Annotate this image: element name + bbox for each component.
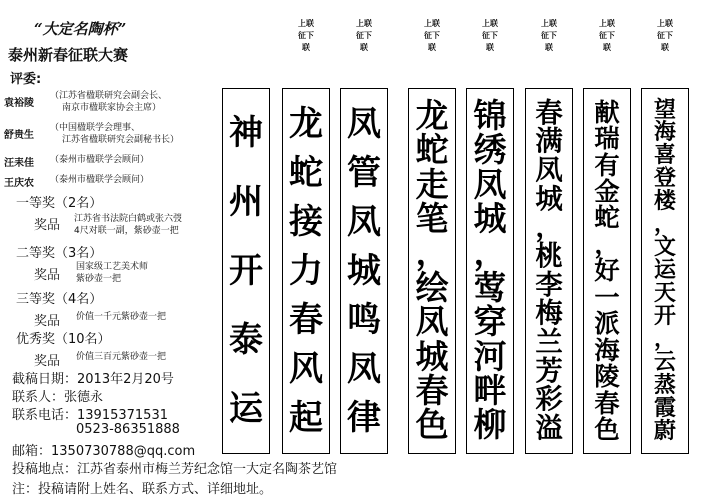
couplet-char: 金 — [594, 176, 620, 206]
judge-desc: （江苏省楹联研究会副会长、 — [50, 91, 168, 101]
couplet-char: 色 — [415, 405, 449, 445]
couplet-char: 走 — [415, 164, 449, 204]
couplet-char: 凤 — [347, 103, 381, 144]
judge-desc: （泰州市楹联学会顾问） — [50, 175, 150, 185]
second-prize-desc: 紫砂壶一把 — [76, 274, 122, 284]
couplet-char: 有 — [594, 149, 620, 180]
contest-title-line1: “大定名陶杯” — [34, 20, 127, 38]
excellent-prize-label: 奖品 — [34, 354, 61, 369]
couplet-char: 春 — [594, 387, 620, 418]
judge-desc: （泰州市楹联学会顾问） — [50, 155, 150, 165]
couplet-char: 彩 — [535, 383, 563, 416]
couplet-char: 满 — [535, 125, 563, 158]
couplet-char: 鸣 — [347, 300, 381, 341]
contact-phone: 联系电话：13915371531 — [12, 408, 168, 423]
couplet-char: ， — [535, 211, 563, 244]
couplet-char: 春 — [289, 300, 323, 341]
couplet-strip — [583, 88, 631, 454]
judge-desc: （中国楹联学会理事、 — [50, 123, 141, 133]
couplet-strip — [340, 88, 388, 454]
couplet-char: 陵 — [594, 361, 620, 392]
couplet-char: 献 — [594, 96, 620, 127]
column-top-label: 上联征下联 — [298, 19, 314, 52]
couplet-char: 绘 — [415, 267, 449, 307]
couplet-char: 泰 — [229, 319, 263, 360]
third-prize-label: 奖品 — [34, 314, 61, 329]
couplet-char: 溢 — [535, 412, 563, 445]
couplet-char: 城 — [473, 198, 507, 238]
couplet-char: ， — [654, 211, 676, 238]
judge-name: 王庆农 — [4, 178, 34, 189]
couplet-char: 好 — [594, 255, 620, 286]
couplet-char: 瑞 — [594, 123, 620, 154]
couplet-char: 柳 — [473, 405, 507, 445]
column-top-label: 上联征下联 — [657, 19, 673, 52]
couplet-char: 穿 — [473, 302, 507, 342]
column-top-label: 上联征下联 — [424, 19, 440, 52]
couplet-char: 管 — [347, 152, 381, 193]
couplet-char: ， — [654, 325, 676, 352]
couplet-char: 凤 — [535, 153, 563, 186]
couplet-char: 州 — [229, 182, 263, 223]
third-prize-desc: 价值一千元紫砂壶一把 — [76, 312, 167, 322]
couplet-char: 蔚 — [654, 417, 676, 444]
couplet-char: 起 — [289, 398, 323, 439]
couplet-char: 畔 — [473, 371, 507, 411]
couplet-char: 海 — [654, 119, 676, 146]
couplet-char: 风 — [289, 349, 323, 390]
couplet-char: 派 — [594, 308, 620, 339]
couplet-char: 运 — [229, 388, 263, 429]
couplet-char: ， — [415, 233, 449, 273]
couplet-char: 文 — [654, 234, 676, 261]
column-top-label: 上联征下联 — [482, 19, 498, 52]
couplet-char: 凤 — [415, 302, 449, 342]
couplet-char: 楼 — [654, 188, 676, 215]
column-top-label: 上联征下联 — [356, 19, 372, 52]
contest-title-line2: 泰州新春征联大赛 — [8, 46, 129, 64]
couplet-char: 海 — [594, 334, 620, 365]
couplet-char: 河 — [473, 336, 507, 376]
couplet-char: 开 — [229, 250, 263, 291]
couplet-char: 兰 — [535, 326, 563, 359]
couplet-strip — [222, 88, 270, 454]
judges-label: 评委: — [10, 72, 42, 87]
contact-email: 邮箱：1350730788@qq.com — [12, 444, 196, 459]
couplet-char: 莺 — [473, 267, 507, 307]
couplet-char: 喜 — [654, 142, 676, 169]
judge-name: 袁裕陵 — [4, 98, 34, 109]
couplet-char: 云 — [654, 348, 676, 375]
couplet-char: 蛇 — [415, 130, 449, 170]
couplet-char: 绣 — [473, 130, 507, 170]
contact-person: 联系人：张德永 — [12, 390, 104, 405]
couplet-char: 神 — [229, 113, 263, 154]
deadline: 截稿日期：2013年2月20号 — [12, 372, 174, 387]
couplet-char: 力 — [289, 250, 323, 291]
first-prize-desc: 江苏省书法院白鹤或张六弢 — [74, 214, 183, 224]
judge-desc: 江苏省楹联研究会副秘书长） — [62, 135, 180, 145]
first-prize-desc: 4尺对联一副，紫砂壶一把 — [74, 226, 179, 236]
couplet-strip — [466, 88, 514, 454]
judge-desc: 南京市楹联家协会主席） — [62, 103, 162, 113]
contact-phone-2: 0523-86351888 — [76, 422, 180, 437]
submission-note: 注：投稿请附上姓名、联系方式、详细地址。 — [12, 482, 273, 497]
couplet-char: 梅 — [535, 297, 563, 330]
couplet-char: 笔 — [415, 198, 449, 238]
couplet-char: 运 — [654, 257, 676, 284]
couplet-strip — [525, 88, 573, 454]
couplet-char: 一 — [594, 281, 620, 312]
couplet-char: 接 — [289, 201, 323, 242]
couplet-strip — [641, 88, 689, 454]
first-prize-label: 奖品 — [34, 218, 61, 233]
couplet-char: 开 — [654, 302, 676, 329]
excellent-prize-title: 优秀奖（10名） — [16, 332, 111, 347]
couplet-char: 蛇 — [289, 152, 323, 193]
couplet-char: 登 — [654, 165, 676, 192]
judge-name: 舒贵生 — [4, 130, 34, 141]
column-top-label: 上联征下联 — [599, 19, 615, 52]
submission-address: 投稿地点：江苏省泰州市梅兰芳纪念馆一大定名陶茶艺馆 — [12, 462, 338, 477]
couplet-char: 李 — [535, 268, 563, 301]
couplet-char: 律 — [347, 398, 381, 439]
column-top-label: 上联征下联 — [541, 19, 557, 52]
couplet-char: 春 — [415, 371, 449, 411]
couplet-strip — [282, 88, 330, 454]
judge-name: 汪耒佳 — [4, 158, 34, 169]
couplet-char: 龙 — [289, 103, 323, 144]
third-prize-title: 三等奖（4名） — [16, 292, 103, 307]
couplet-char: 蒸 — [654, 371, 676, 398]
couplet-char: 城 — [347, 250, 381, 291]
couplet-char: 霞 — [654, 394, 676, 421]
second-prize-title: 二等奖（3名） — [16, 246, 103, 261]
couplet-char: 芳 — [535, 354, 563, 387]
couplet-char: 蛇 — [594, 202, 620, 233]
couplet-char: 天 — [654, 280, 676, 307]
couplet-char: 城 — [415, 336, 449, 376]
couplet-char: 凤 — [347, 201, 381, 242]
couplet-char: 凤 — [473, 164, 507, 204]
second-prize-desc: 国家级工艺美术师 — [76, 262, 149, 272]
couplet-char: 春 — [535, 96, 563, 129]
couplet-char: 凤 — [347, 349, 381, 390]
couplet-char: 龙 — [415, 95, 449, 135]
couplet-char: ， — [594, 228, 620, 259]
couplet-char: 望 — [654, 96, 676, 123]
excellent-prize-desc: 价值三百元紫砂壶一把 — [76, 352, 167, 362]
couplet-char: ， — [473, 233, 507, 273]
first-prize-title: 一等奖（2名） — [16, 196, 103, 211]
couplet-char: 色 — [594, 414, 620, 445]
couplet-char: 桃 — [535, 240, 563, 272]
couplet-char: 锦 — [473, 95, 507, 135]
couplet-strip — [408, 88, 456, 454]
couplet-char: 城 — [535, 182, 563, 215]
second-prize-label: 奖品 — [34, 268, 61, 283]
